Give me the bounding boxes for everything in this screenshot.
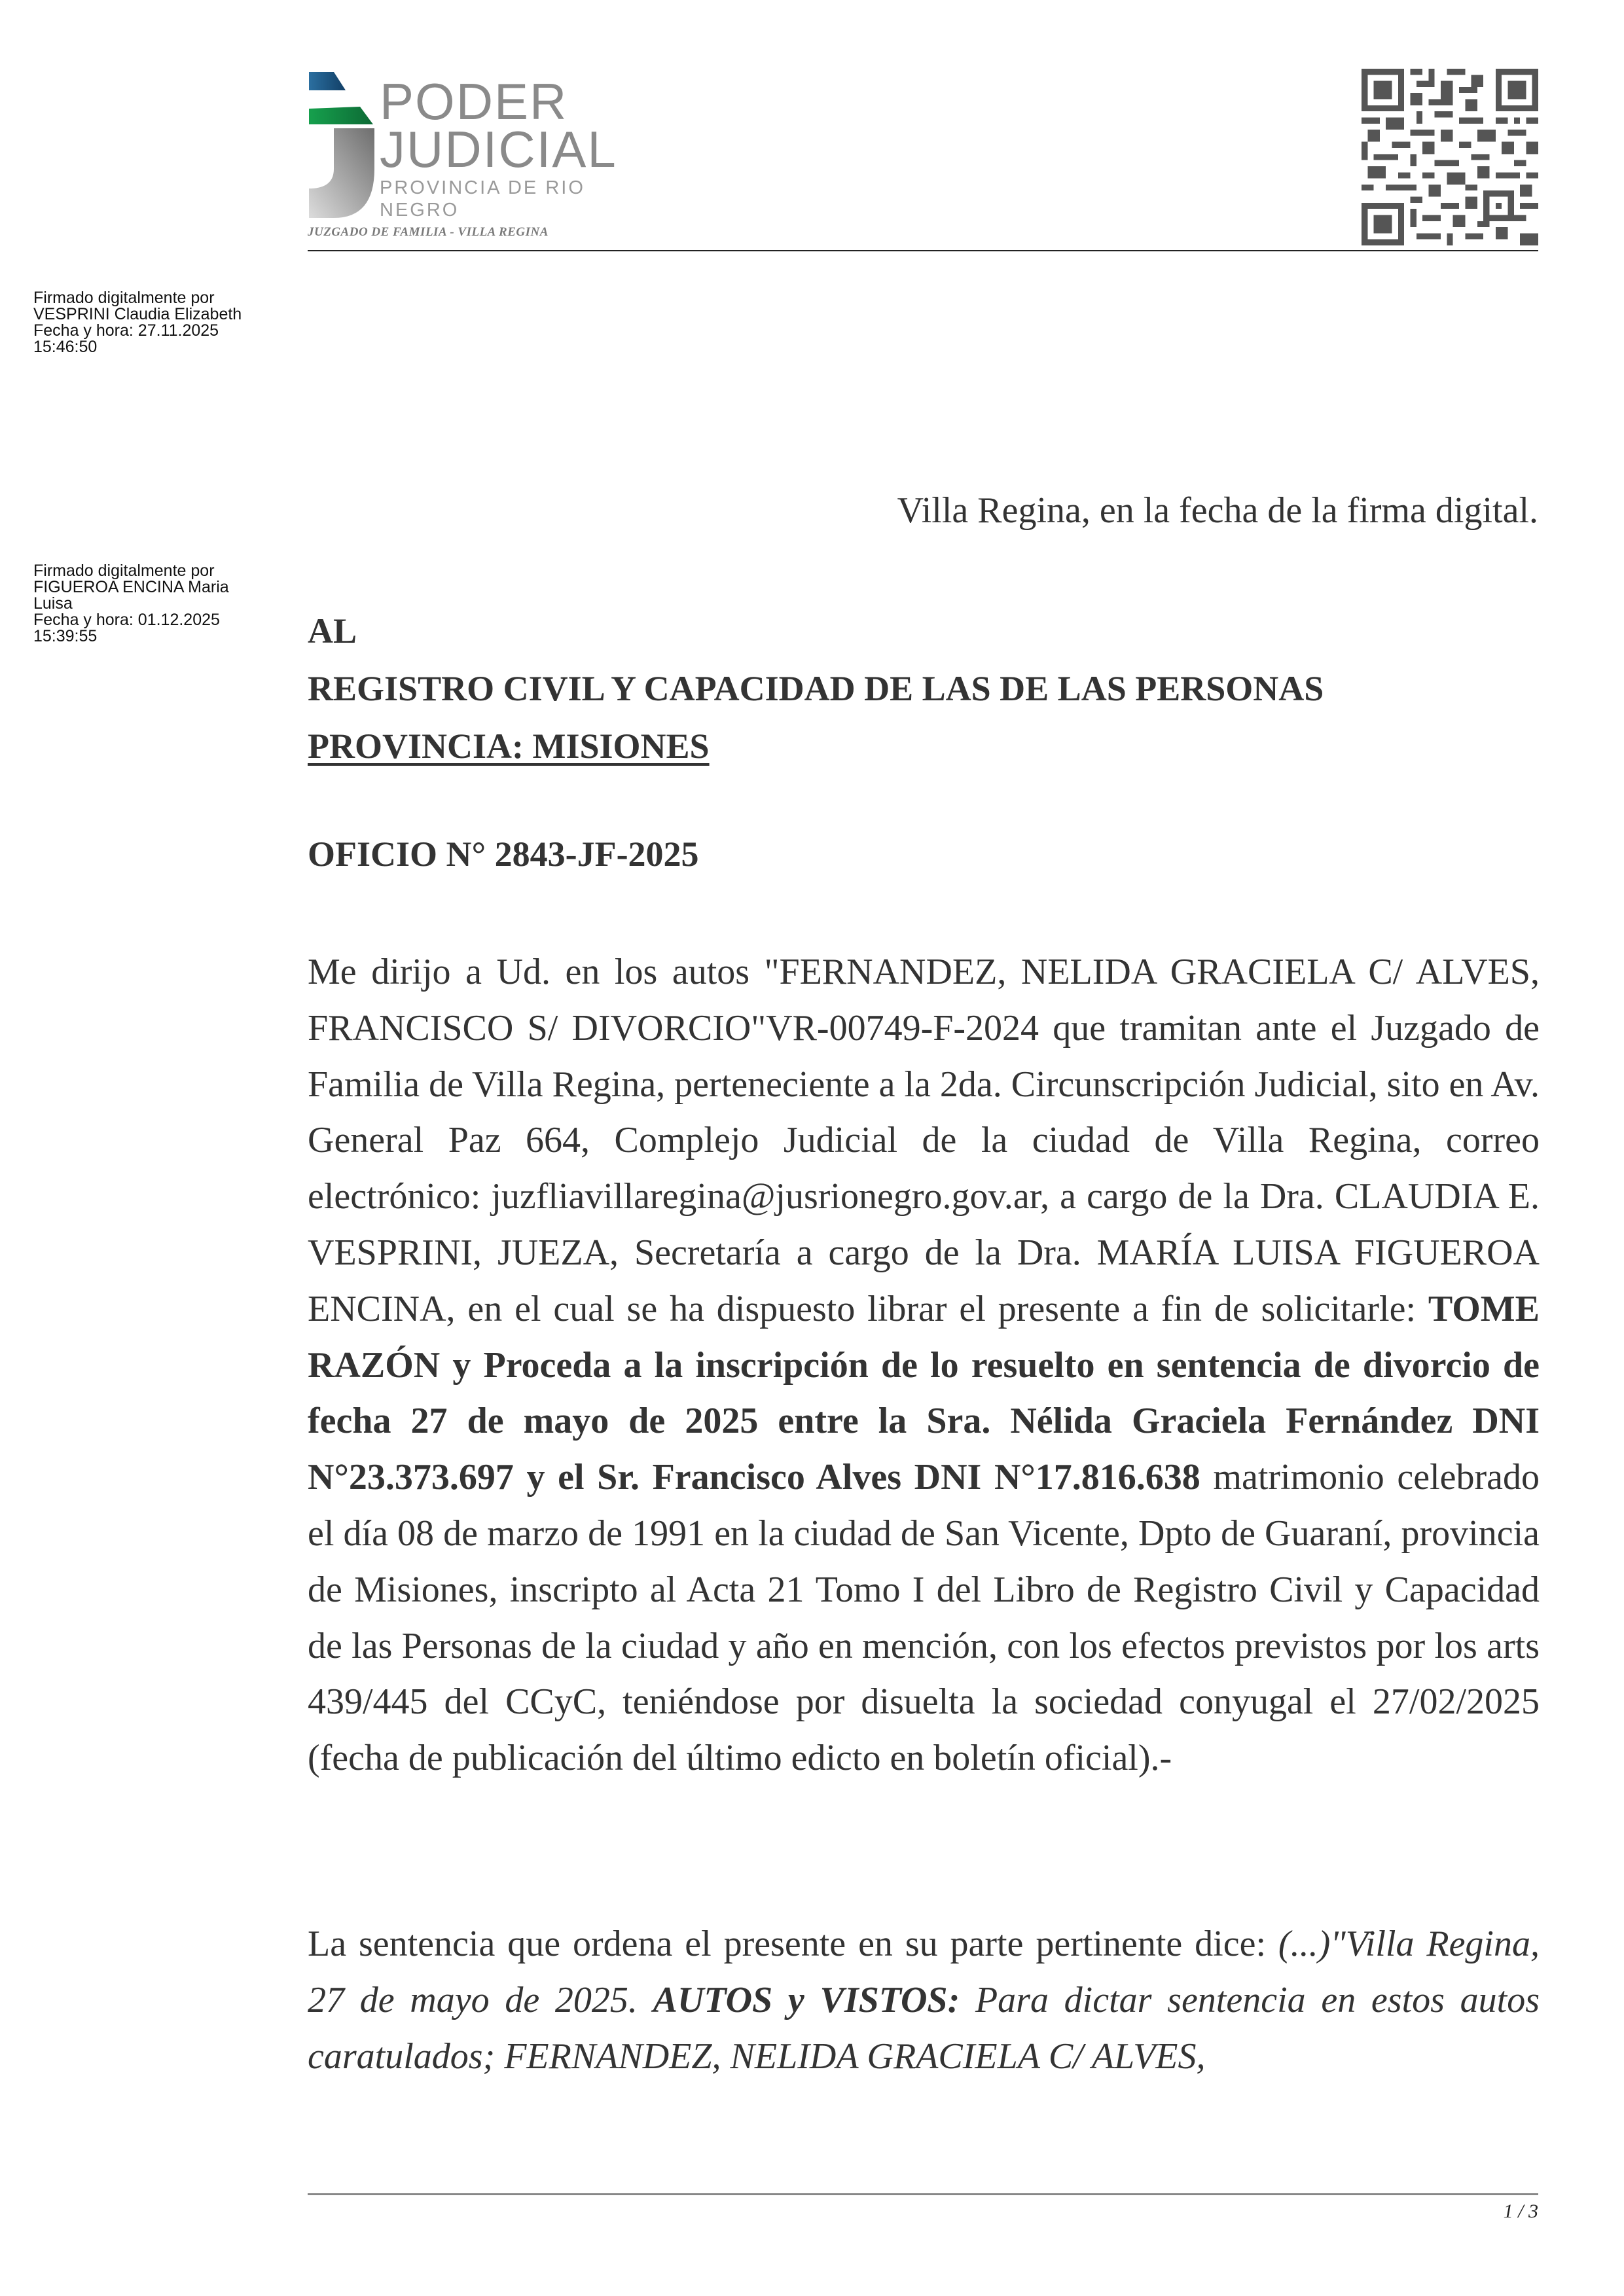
body-paragraph-1 bbox=[308, 944, 1540, 1787]
sentence-quote-heading: AUTOS y VISTOS: bbox=[653, 1979, 960, 2020]
paragraph-request-bold: TOME RAZÓN y Proceda a la inscripción de lo resuelto en sentencia de divorcio de fecha 27 de mayo de 2025 entre la Sra. Nélida Graciela Fernández DNI N°23.373.697 y el Sr. Francisco Alves DNI N°17.816.638 bbox=[308, 1288, 1540, 1498]
poder-judicial-logo bbox=[308, 65, 648, 242]
signature-date: Fecha y hora: 01.12.2025 bbox=[33, 611, 220, 629]
body-paragraph-2 bbox=[308, 1916, 1540, 2085]
footer-divider bbox=[308, 2193, 1538, 2195]
document-header bbox=[308, 65, 1538, 252]
addressee-to: AL bbox=[308, 611, 357, 651]
paragraph-text: matrimonio celebrado el día 08 de marzo de 1991 en la ciudad de San Vicente, Dpto de Guaraní, provincia de Misiones, inscripto al Acta 21 Tomo I del Libro de Registro Civil y Capacidad de las Personas de la ciudad y año en mención, con los efectos previstos por los arts 439/445 del CCyC, teniéndose por disuelta la sociedad conyugal el 27/02/2025 (fecha de publicación del último edicto en boletín oficial).- bbox=[308, 1457, 1540, 1779]
digital-signature-vesprini bbox=[33, 290, 295, 355]
paragraph-text: La sentencia que ordena el presente en su parte pertinente dice: bbox=[308, 1924, 1278, 1964]
addressee-entity: REGISTRO CIVIL Y CAPACIDAD DE LAS DE LAS PERSONAS bbox=[308, 669, 1324, 708]
logo-wordmark bbox=[380, 73, 648, 221]
signer-name-continued: Luisa bbox=[33, 594, 73, 613]
logo-line-judicial: JUDICIAL bbox=[380, 120, 617, 178]
court-name: JUZGADO DE FAMILIA - VILLA REGINA bbox=[308, 225, 549, 239]
page-number: 1 / 3 bbox=[1503, 2200, 1538, 2222]
logo-line-province: PROVINCIA DE RIO NEGRO bbox=[380, 177, 585, 221]
signer-name: VESPRINI Claudia Elizabeth bbox=[33, 305, 242, 323]
paragraph-text: Me dirijo a Ud. en los autos "FERNANDEZ, NELIDA GRACIELA C/ ALVES, FRANCISCO S/ DIVORCIO"VR-00749-F-2024 que tramitan ante el Juzgado de Familia de Villa Regina, perteneciente a la 2da. Circunscripción Judicial, sito en Av. General Paz 664, Complejo Judicial de la ciudad de Villa Regina, correo electrónico: juzfliavillaregina@jusrionegro.gov.ar, a cargo de la Dra. CLAUDIA E. VESPRINI, JUEZA, Secretaría a cargo de la Dra. MARÍA LUISA FIGUEROA ENCINA, en el cual se ha dispuesto librar el presente a fin de solicitarle: bbox=[308, 952, 1540, 1329]
poder-judicial-emblem-icon bbox=[308, 71, 380, 221]
sentence-quote: (...)"Villa Regina, 27 de mayo de 2025. bbox=[308, 1924, 1540, 2020]
addressee-province: PROVINCIA: MISIONES bbox=[308, 726, 710, 766]
oficio-number: OFICIO N° 2843-JF-2025 bbox=[308, 834, 699, 874]
header-divider bbox=[308, 250, 1538, 251]
signature-date: Fecha y hora: 27.11.2025 bbox=[33, 321, 219, 340]
place-date-line: Villa Regina, en la fecha de la firma digital. bbox=[897, 490, 1538, 531]
qr-code-icon bbox=[1362, 69, 1538, 245]
signature-label: Firmado digitalmente por bbox=[33, 289, 215, 307]
signer-name: FIGUEROA ENCINA Maria bbox=[33, 578, 229, 596]
addressee-block bbox=[308, 602, 1538, 775]
signature-time: 15:39:55 bbox=[33, 627, 98, 645]
sentence-quote: Para dictar sentencia en estos autos caratulados; FERNANDEZ, NELIDA GRACIELA C/ ALVES, bbox=[308, 1979, 1540, 2077]
signature-label: Firmado digitalmente por bbox=[33, 562, 215, 580]
digital-signature-figueroa bbox=[33, 563, 269, 645]
logo-line-poder: PODER bbox=[380, 73, 568, 130]
signature-time: 15:46:50 bbox=[33, 338, 98, 356]
